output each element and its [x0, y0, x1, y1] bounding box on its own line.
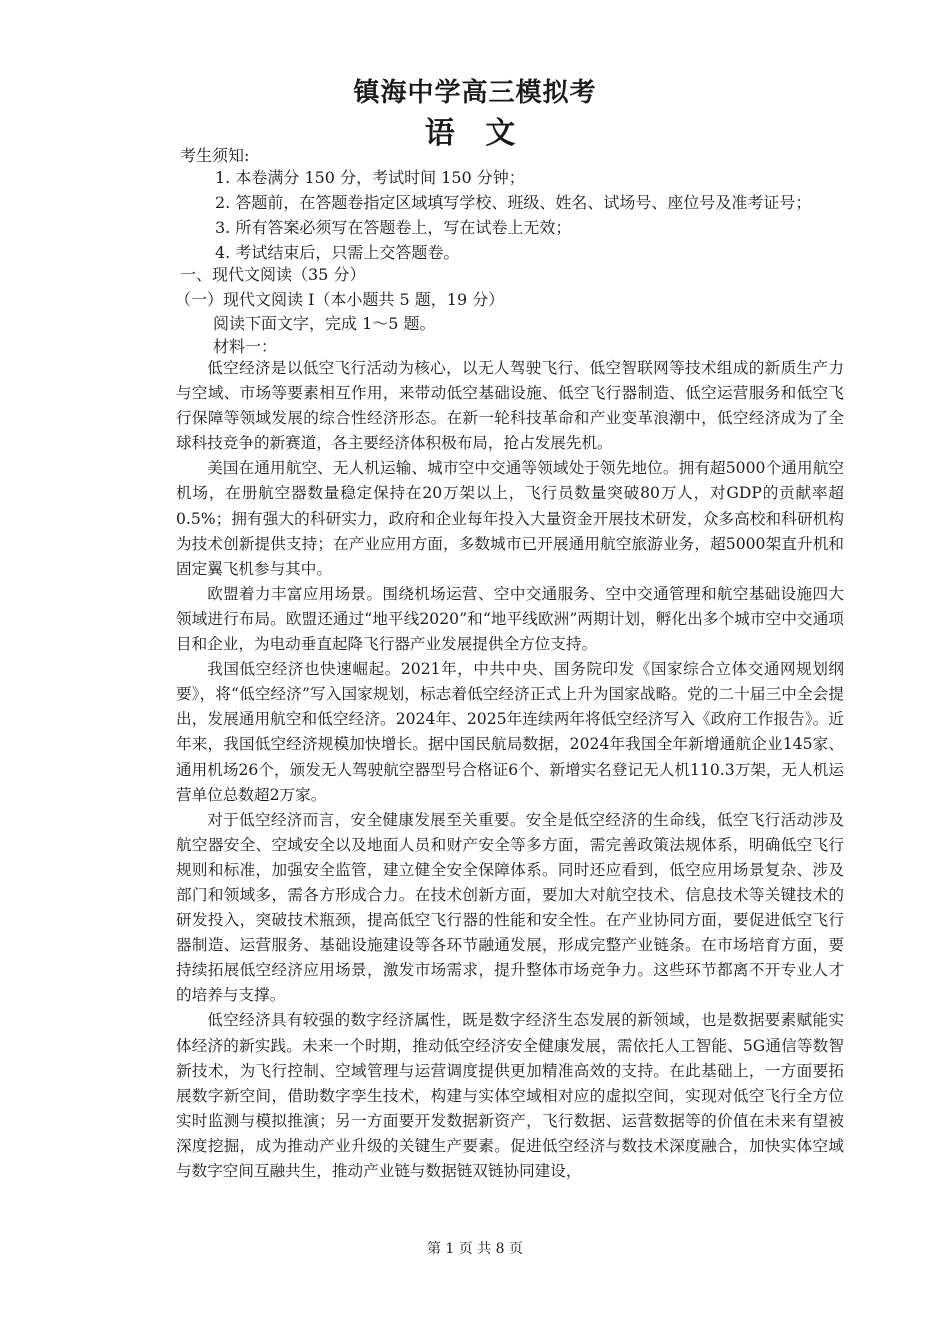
material-label: 材料一：: [213, 337, 278, 356]
page-number: 第 1 页 共 8 页: [426, 1241, 524, 1257]
paragraph: 美国在通用航空、无人机运输、城市空中交通等领域处于领先地位。拥有超5000个通用航空机场，在册航空器数量稳定保持在20万架以上，飞行员数量突破80万人，对GDP的贡献率超0.5%；拥有强大的科研实力，政府和企业每年投入大量资金开展技术研发，众多高校和科研机构为技术创新提供支持；在产业应用方面，多数城市已开展通用航空旅游业务，超5000架直升机和固定翼飞机参与其中。: [176, 459, 844, 578]
notice-item: 1. 本卷满分 150 分，考试时间 150 分钟；: [215, 168, 525, 187]
paragraph: 我国低空经济也快速崛起。2021年，中共中央、国务院印发《国家综合立体交通网规划纲要》，将“低空经济”写入国家规划，标志着低空经济正式上升为国家战略。党的二十届三中全会提出，发展通用航空和低空经济。2024年、2025年连续两年将低空经济写入《政府工作报告》。近年来，我国低空经济规模加快增长。据中国民航局数据，2024年我国全年新增通航企业145家、通用机场26个，颁发无人驾驶航空器型号合格证6个、新增实名登记无人机110.3万架，无人机运营单位总数超2万家。: [176, 660, 844, 804]
paragraph: 低空经济具有较强的数字经济属性，既是数字经济生态发展的新领域，也是数据要素赋能实体经济的新实践。未来一个时期，推动低空经济安全健康发展，需依托人工智能、5G通信等数智新技术，为飞行控制、空域管理与运营调度提供更加精准高效的支持。在此基础上，一方面要拓展数字新空间，借助数字孪生技术，构建与实体空域相对应的虚拟空间，实现对低空飞行全方位实时监测与模拟推演；另一方面要开发数据新资产，飞行数据、运营数据等的价值在未来有望被深度挖掘，成为推动产业升级的关键生产要素。促进低空经济与数技术深度融合，加快实体空域与数字空间互融共生，推动产业链与数据链双链协同建设，: [176, 1011, 844, 1180]
passage-body: [176, 356, 844, 1184]
paragraph: 低空经济是以低空飞行活动为核心，以无人驾驶飞行、低空智联网等技术组成的新质生产力与空域、市场等要素相互作用，来带动低空基础设施、低空飞行器制造、低空运营服务和低空飞行保障等领域发展的综合性经济形态。在新一轮科技革命和产业变革浪潮中，低空经济成为了全球科技竞争的新赛道，各主要经济体积极布局，抢占发展先机。: [176, 359, 844, 453]
notice-heading: 考生须知:: [180, 146, 250, 165]
subject-title: 语 文: [424, 116, 526, 151]
section-heading: 一、现代文阅读（35 分）: [180, 265, 366, 284]
reading-instruction: 阅读下面文字，完成 1～5 题。: [213, 314, 436, 333]
subsection-heading: （一）现代文阅读 I（本小题共 5 题，19 分）: [175, 290, 505, 309]
notice-item: 2. 答题前，在答题卷指定区域填写学校、班级、姓名、试场号、座位号及准考证号；: [215, 193, 812, 212]
exam-title: 镇海中学高三模拟考: [353, 78, 597, 108]
paragraph: 欧盟着力丰富应用场景。围绕机场运营、空中交通服务、空中交通管理和航空基础设施四大领域进行布局。欧盟还通过“地平线2020”和“地平线欧洲”两期计划，孵化出多个城市空中交通项目和企业，为电动垂直起降飞行器产业发展提供全方位支持。: [176, 584, 844, 654]
paragraph: 对于低空经济而言，安全健康发展至关重要。安全是低空经济的生命线，低空飞行活动涉及航空器安全、空域安全以及地面人员和财产安全等多方面，需完善政策法规体系，明确低空飞行规则和标准，加强安全监管，建立健全安全保障体系。同时还应看到，低空应用场景复杂、涉及部门和领域多，需各方形成合力。在技术创新方面，要加大对航空技术、信息技术等关键技术的研发投入，突破技术瓶颈，提高低空飞行器的性能和安全性。在产业协同方面，要促进低空飞行器制造、运营服务、基础设施建设等各环节融通发展，形成完整产业链条。在市场培育方面，要持续拓展低空经济应用场景，激发市场需求，提升整体市场竞争力。这些环节都离不开专业人才的培养与支撑。: [176, 810, 844, 1005]
notice-item: 4. 考试结束后，只需上交答题卷。: [215, 243, 460, 262]
notice-list: [215, 165, 811, 265]
notice-item: 3. 所有答案必须写在答题卷上，写在试卷上无效；: [215, 218, 572, 237]
